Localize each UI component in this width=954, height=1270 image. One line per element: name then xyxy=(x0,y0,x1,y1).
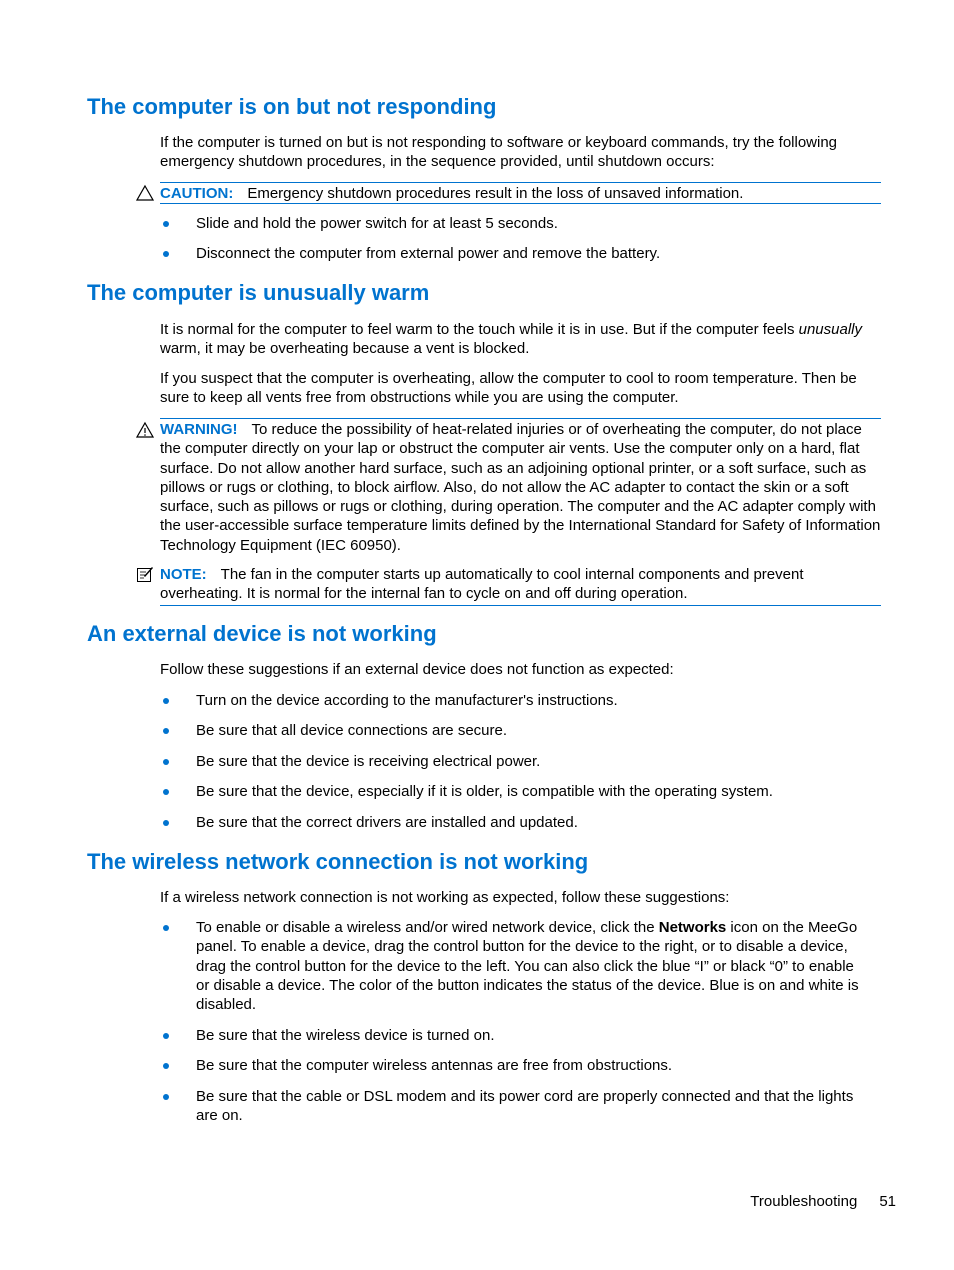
note-pencil-icon xyxy=(136,566,154,584)
page-footer xyxy=(750,1192,896,1211)
bullet-text: To enable or disable a wireless and/or wired network device, click the Networks icon on the MeeGo panel. To enable a device, drag the control button for the device to the right, or to disable a device, drag the control button for the device to the left. You can also click the blue “I” or black “0” to enable or disable a device. The color of the button indicates the status of the device. Blue is on and white is disabled. xyxy=(196,919,859,1014)
bullet-text: Be sure that the computer wireless antennas are free from obstructions. xyxy=(196,1057,673,1074)
note-text: The fan in the computer starts up automatically to cool internal components and prevent overheating. It is normal for the internal fan to cycle on and off during operation. xyxy=(160,566,804,603)
warning-triangle-icon xyxy=(136,421,154,439)
page-number: 51 xyxy=(879,1193,896,1210)
warning-label: WARNING! xyxy=(160,421,238,438)
bullet-dot-icon xyxy=(163,925,169,931)
not-responding-intro: If the computer is turned on but is not responding to software or keyboard commands, try the following emergency shutdown procedures, in the sequence provided, until shutdown occurs: xyxy=(160,134,838,171)
bullet-text: Be sure that the device is receiving electrical power. xyxy=(196,753,541,770)
warm-paragraph-2: If you suspect that the computer is overheating, allow the computer to cool to room temperature. Then be sure to keep all vents free from obstructions while you are using the computer. xyxy=(160,370,857,407)
bullet-dot-icon xyxy=(163,698,169,704)
networks-term: Networks xyxy=(658,919,727,936)
external-device-intro: Follow these suggestions if an external device does not function as expected: xyxy=(160,661,674,678)
bullet-dot-icon xyxy=(163,789,169,795)
bullet-dot-icon xyxy=(163,728,169,734)
bullet-text: Slide and hold the power switch for at least 5 seconds. xyxy=(196,215,558,232)
bullet-dot-icon xyxy=(163,1063,169,1069)
note-box xyxy=(160,565,881,606)
bullet-dot-icon xyxy=(163,820,169,826)
bullet-dot-icon xyxy=(163,759,169,765)
caution-triangle-icon xyxy=(136,184,154,202)
heading-wireless: The wireless network connection is not working xyxy=(87,849,589,874)
footer-chapter: Troubleshooting xyxy=(750,1193,858,1210)
warm-paragraph-1: It is normal for the computer to feel warm to the touch while it is in use. But if the computer feels unusually warm, it may be overheating because a vent is blocked. xyxy=(160,321,863,358)
heading-external-device: An external device is not working xyxy=(87,621,437,646)
note-label: NOTE: xyxy=(160,566,207,583)
bullet-dot-icon xyxy=(163,1094,169,1100)
heading-unusually-warm: The computer is unusually warm xyxy=(87,280,430,305)
bullet-text: Be sure that the device, especially if it is older, is compatible with the operating system. xyxy=(196,783,773,800)
bullet-text: Be sure that the cable or DSL modem and its power cord are properly connected and that the lights are on. xyxy=(196,1088,854,1125)
bullet-text: Disconnect the computer from external power and remove the battery. xyxy=(196,245,661,262)
warning-box xyxy=(160,418,881,555)
wireless-intro: If a wireless network connection is not working as expected, follow these suggestions: xyxy=(160,889,730,906)
caution-box xyxy=(160,182,881,204)
bullet-text: Turn on the device according to the manufacturer's instructions. xyxy=(196,692,618,709)
bullet-text: Be sure that the wireless device is turned on. xyxy=(196,1027,495,1044)
bullet-dot-icon xyxy=(163,251,169,257)
bullet-text: Be sure that all device connections are secure. xyxy=(196,722,508,739)
caution-text: Emergency shutdown procedures result in the loss of unsaved information. xyxy=(247,185,744,202)
heading-not-responding: The computer is on but not responding xyxy=(87,94,497,119)
caution-label: CAUTION: xyxy=(160,185,234,202)
bullet-text: Be sure that the correct drivers are installed and updated. xyxy=(196,814,578,831)
bullet-dot-icon xyxy=(163,221,169,227)
bullet-dot-icon xyxy=(163,1033,169,1039)
warning-text: To reduce the possibility of heat-related injuries or of overheating the computer, do not place the computer directly on your lap or obstruct the computer air vents. Use the computer only on a hard, flat surface. Do not allow another hard surface, such as an adjoining optional printer, or a soft surface, such as pillows or rugs or clothing, to block airflow. Also, do not allow the AC adapter to contact the skin or a soft surface, such as pillows or rugs or clothing, during operation. The computer and the AC adapter comply with the user-accessible surface temperature limits defined by the International Standard for Safety of Information Technology Equipment (IEC 60950). xyxy=(160,421,881,554)
